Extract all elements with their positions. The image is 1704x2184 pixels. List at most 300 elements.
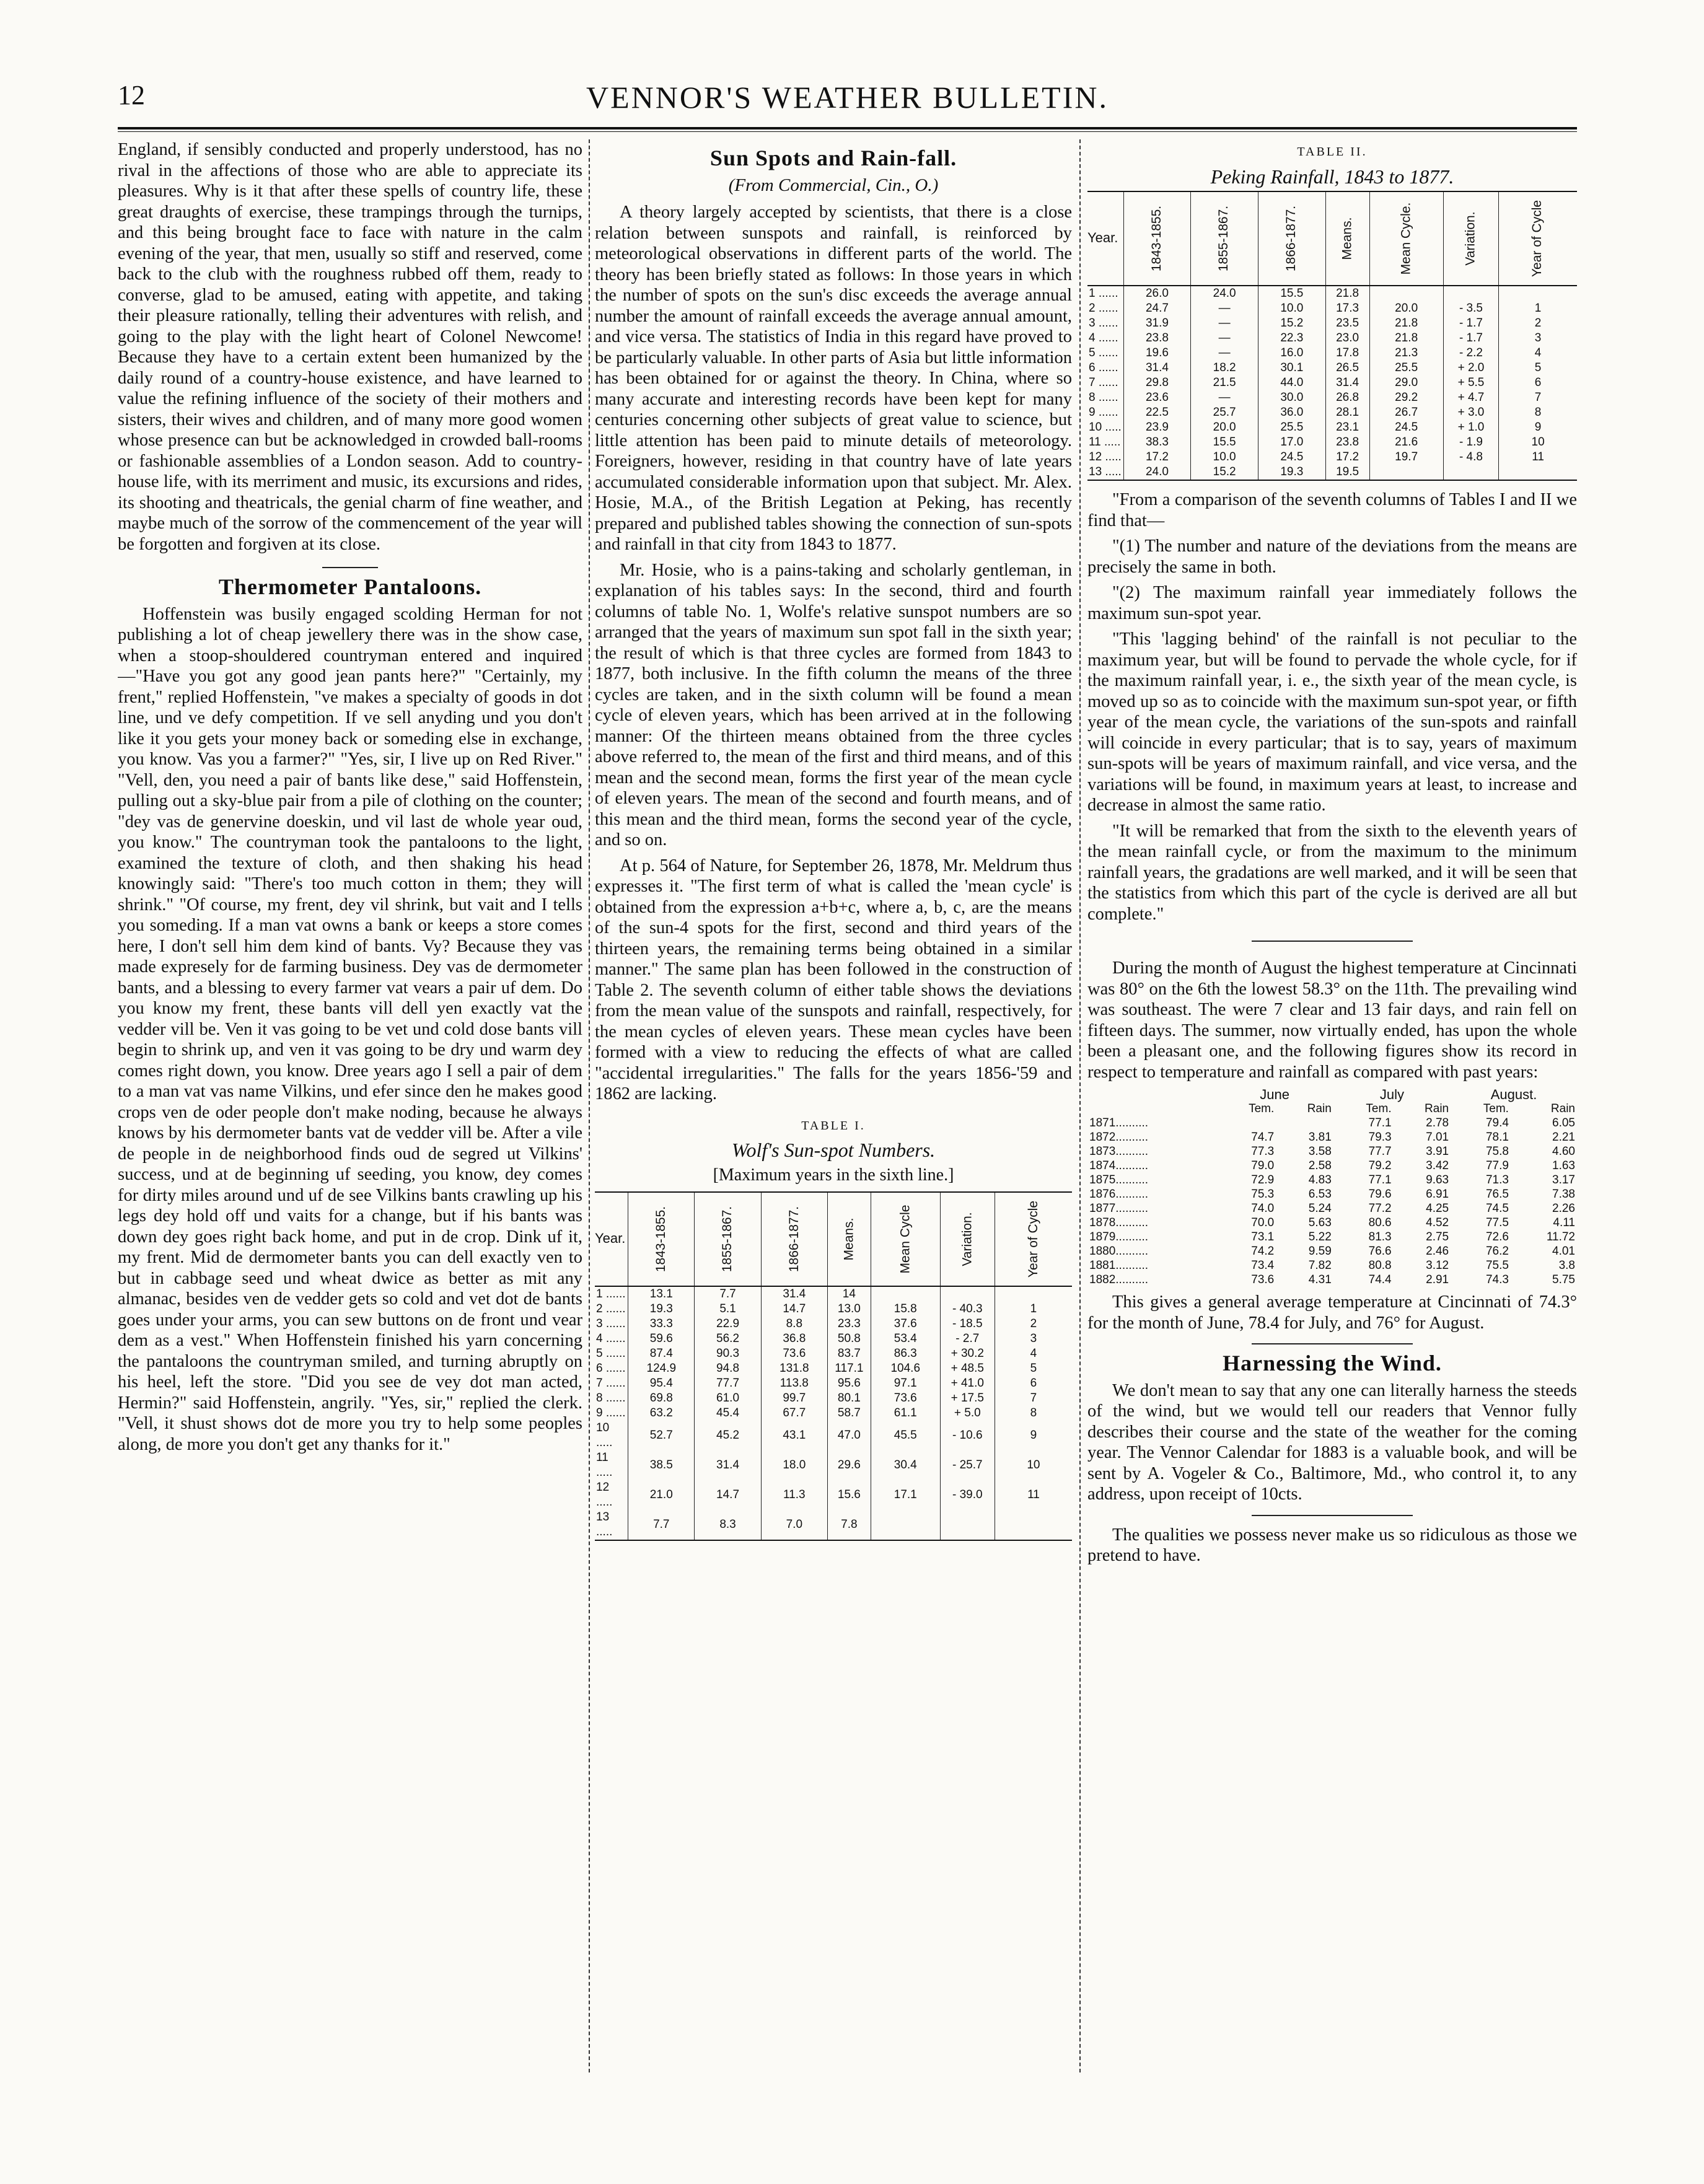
table-cell: 8 <box>1499 405 1577 420</box>
table-cell: 17.2 <box>1123 450 1191 465</box>
header-label: Variation. <box>960 1211 975 1266</box>
table-cell: 79.2 <box>1368 1159 1392 1172</box>
table-cell: - 3.5 <box>1443 301 1498 316</box>
table-row <box>1087 1130 1577 1144</box>
table-header-cell <box>1191 191 1258 286</box>
table-cell: 73.6 <box>761 1346 827 1361</box>
table-cell: 4.60 <box>1552 1145 1575 1158</box>
table-cell: 79.0 <box>1251 1159 1275 1172</box>
table-cell: 7.7 <box>695 1286 761 1302</box>
table-cell: 52.7 <box>628 1421 695 1450</box>
month-august: August. <box>1490 1087 1537 1102</box>
header-label: Variation. <box>1463 211 1478 266</box>
table-row <box>595 1510 1072 1540</box>
table-cell: 7.38 <box>1552 1188 1575 1201</box>
column-1 <box>118 139 582 2072</box>
table-cell: 10.0 <box>1258 301 1325 316</box>
paragraph-cincinnati: During the month of August the highest temperature at Cincinnati was 80° on the 6th the lowest 58.3° on the 11th. The prevailing wind was southeast. The were 7 clear and 13 fair days, and rain fell on fifteen days. The summer, now virtually ended, has upon the whole been a pleasant one, and the following figures show its record in respect to temperature and rainfall as compared with past years: <box>1087 958 1577 1082</box>
table-cell: 38.5 <box>628 1450 695 1480</box>
article-continuation: England, if sensibly conducted and properly understood, has no rival in the affections of those who are able to appreciate its pleasures. Why is it that after these spells of country life, these great draughts of exercise, these trampings through the turnips, and this being brought face to face with nature in the calm evening of the year, that men, usually so stiff and reserved, come back to the club with the roughness rubbed off them, ready to converse, glad to be amused, eating with appetite, and taking their pleasure rationally, telling their adventures with relish, and going to the play with the light heart of Colonel Newcome! Because they have to a certain extent been humanized by the daily round of a country-house existence, and have learned to value the refining influence of the society of their mothers and sisters, their wives and children, and of many more good women whose presence can but be acknowledged in crowded ball-rooms or fashionable assemblies of a London season. Add to country-house life, with its merriment and music, its excursions and rides, its shooting and theatricals, the genial charm of fine weather, and maybe much of the sorrow of the commencement of the year will be forgotten and forgiven at its close. <box>118 140 582 554</box>
table-row <box>1087 1187 1577 1201</box>
page-header <box>118 79 1577 123</box>
table-cell: 2 ...... <box>596 1302 626 1315</box>
table-cell: 26.5 <box>1325 361 1369 375</box>
table-cell: 26.8 <box>1325 390 1369 405</box>
table-cell: 1880.......... <box>1089 1245 1149 1258</box>
table-cell: 6 <box>1499 375 1577 390</box>
table-cell: 3.8 <box>1558 1259 1575 1272</box>
table-cell: 36.8 <box>761 1331 827 1346</box>
table-cell: 2.78 <box>1426 1116 1449 1129</box>
heading-harnessing-wind: Harnessing the Wind. <box>1223 1351 1442 1375</box>
table-cell: 6 ...... <box>596 1362 626 1375</box>
table-cell: 33.3 <box>628 1317 695 1331</box>
table-cell: 37.6 <box>871 1317 940 1331</box>
paragraph: "(2) The maximum rainfall year immediately follows the maximum sun-spot year. <box>1087 583 1577 623</box>
table-cell: 24.0 <box>1191 286 1258 301</box>
header-rule-thin <box>118 131 1577 132</box>
article-source: (From Commercial, Cin., O.) <box>728 175 939 195</box>
header-label: 1855-1867. <box>1216 205 1231 271</box>
paragraph: We don't mean to say that any one can literally harness the steeds of the wind, but we would tell our readers that Vennor fully describes their course and the state of the weather for the coming year. The Vennor Calendar for 1883 is a valuable book, and will be sent by A. Vogeler & Co., Baltimore, Md., who control it, to any address, upon receipt of 10cts. <box>1087 1380 1577 1504</box>
paragraph-quote: The qualities we possess never make us so ridiculous as those we pretend to have. <box>1087 1525 1577 1565</box>
table-cell: 5.63 <box>1308 1216 1332 1229</box>
table-cell: - 10.6 <box>940 1421 995 1450</box>
table-cell: 22.9 <box>695 1317 761 1331</box>
table-cell: 74.3 <box>1485 1273 1509 1286</box>
table-cell: 77.9 <box>1485 1159 1509 1172</box>
table-cell: 69.8 <box>628 1391 695 1406</box>
table-cell: 12 ..... <box>596 1481 613 1509</box>
table-cell: 70.0 <box>1251 1216 1275 1229</box>
table-cell: 1878.......... <box>1089 1216 1149 1229</box>
table-cell: 1874.......... <box>1089 1159 1149 1172</box>
table-cincinnati <box>1087 1087 1577 1287</box>
table-cell: 80.6 <box>1368 1216 1392 1229</box>
header-label: 1843-1855. <box>654 1206 669 1272</box>
table-cell: 1 ...... <box>1089 287 1118 300</box>
table-cell: 1871.......... <box>1089 1116 1149 1129</box>
header-label: Year of Cycle <box>1530 200 1545 277</box>
table-cell: — <box>1191 301 1258 316</box>
table-header-cell <box>1258 191 1325 286</box>
table-cell: — <box>1191 316 1258 331</box>
header-rule <box>118 127 1577 129</box>
table-cell: 10 <box>1499 435 1577 450</box>
table-1-sunspots <box>595 1191 1072 1541</box>
table-cell: 5.22 <box>1308 1230 1332 1243</box>
table-cell: - 1.7 <box>1443 331 1498 346</box>
article-pantaloons: Hoffenstein was busily engaged scolding Herman for not publishing a lot of cheap jewellery there was in the show case, when a stoop-shouldered countryman entered and inquired—"Have you got any good jean pants here?" "Certainly, my frent," replied Hoffenstein, "ve makes a specialty of goods in dot line, und ve defy competition. If ve sell anyding und you don't like it you gets your money back or someding else in exchange, you know. Vas you a farmer?" "Yes, sir, I live up on Red River." "Vell, den, you need a pair of bants like dese," said Hoffenstein, pulling out a sky-blue pair from a pile of clothing on the counter; "dey vas de genervine doeskin, und vil last de whole year oud, you know." The countryman took the pantaloons to the light, examined the texture of cloth, and then shaking his head knowingly said: "There's too much cotton in them; they will shrink." "Of course, my frent, dey vil shrink, but vait and I tells you someding. If a man vat owns a bank or keeps a store comes here, I don't sell him dem kind of bants. Vy? Because they vas made expresely for de farming business. Dey vas de dermometer bants, and a blessing to every farmer vat vears a pair uf dem. Do you know my frent, these bants vill dell yen exactly vat the vedder vill be. Ven it vas going to be vet und cold dose bants vill begin to shrink up, and ven it vas going to be dry und warm dey comes right down, you know. Dree years ago I sell a pair of dem to a man vat vas name Vilkins, und efer since den he makes good crops ven de oder people don't make noding, because he always knows by his dermometer bants vat de vedder vill be. After a vile de people in de neighborhood finds oud de segred ut Vilkins' success, und at de beginning uf seeding, you know, dey comes for dirty miles around und uf de see Vilkins bants crawling up his legs dey hold off und vaits for a change, but if his bants was down dey goes right back home, and put in de crop. Dink uf it, my frent. Mid de dermometer bants you can dell exactly ven to but in cabbage seed und wheat dwice as better as mit any almanac, besides ven de vedder gets so cold and vet dot de bants goes under your arms, you can sew buttons on de front und vear dem as a vest." When Hoffenstein finished his yarn concerning the pantaloons the countryman smiled, and turning abruptly on his heel, left the store. "Did you see de vey dot man acted, Hermin?" said Hoffenstein, angrily. "Yes, sir," replied the clerk. "Vell, it shust shows dot de more you try to help some peoples along, de more you don't get any thanks for it." <box>118 604 582 1454</box>
table-cell: 9.59 <box>1308 1245 1332 1258</box>
table-cell: 45.4 <box>695 1406 761 1421</box>
paragraph: "This 'lagging behind' of the rainfall is not peculiar to the maximum year, but will be found to pervade the whole cycle, for if the maximum rainfall year, i. e., the sixth year of the mean cycle, is moved up so as to coincide with the maximum sun-spot year, or fifth year of the mean cycle, the variations of the sun-spots and rainfall will coincide in every particular; that is to say, years of maximum sun-spots will be years of maximum rainfall, and vice versa, and the variations will be found, in maximum years at least, to increase and decrease in almost the same ratio. <box>1087 629 1577 815</box>
table-cell: - 2.7 <box>940 1331 995 1346</box>
table-cell: 73.4 <box>1251 1259 1275 1272</box>
table-cell: - 2.2 <box>1443 346 1498 361</box>
table-cell: 76.5 <box>1485 1188 1509 1201</box>
table-cell: 15.8 <box>871 1302 940 1317</box>
table-cell: 17.0 <box>1258 435 1325 450</box>
table-cell: 56.2 <box>695 1331 761 1346</box>
table-cell: 10 ..... <box>596 1421 613 1449</box>
table-row <box>1087 346 1577 361</box>
table-cell: 7.01 <box>1426 1131 1449 1144</box>
table-row <box>595 1406 1072 1421</box>
table-cell: 80.8 <box>1368 1259 1392 1272</box>
table-row <box>595 1376 1072 1391</box>
table-cell: 73.6 <box>1251 1273 1275 1286</box>
column-2 <box>595 139 1072 2072</box>
table-cell: 4.11 <box>1553 1216 1575 1229</box>
table-cell: 38.3 <box>1123 435 1191 450</box>
table-cell: 26.0 <box>1123 286 1191 301</box>
table-cell: 30.1 <box>1258 361 1325 375</box>
table-cell: 17.8 <box>1325 346 1369 361</box>
table-cell: 1875.......... <box>1089 1173 1149 1186</box>
table-cell: + 48.5 <box>940 1361 995 1376</box>
table-cell <box>1216 1116 1276 1130</box>
table-cell: + 5.5 <box>1443 375 1498 390</box>
table-cell: 50.8 <box>827 1331 871 1346</box>
table-cell: 21.8 <box>1369 316 1443 331</box>
table-cell: 3.17 <box>1552 1173 1575 1186</box>
table-cell: 1 <box>995 1302 1072 1317</box>
table-cell: 11 <box>1499 450 1577 465</box>
table-row <box>595 1361 1072 1376</box>
table-cell: 3 <box>995 1331 1072 1346</box>
table-cell: 67.7 <box>761 1406 827 1421</box>
table-cell: 74.2 <box>1251 1245 1275 1258</box>
table-cell: + 1.0 <box>1443 420 1498 435</box>
subheader-cell: Rain <box>1307 1102 1332 1115</box>
table-cell: 2 <box>995 1317 1072 1331</box>
table-cell: 11.3 <box>761 1480 827 1510</box>
table-cell: 29.8 <box>1123 375 1191 390</box>
table-row <box>1087 1258 1577 1273</box>
table-cell: 44.0 <box>1258 375 1325 390</box>
header-label: Year of Cycle <box>1025 1200 1040 1278</box>
column-divider-2 <box>1079 139 1081 2072</box>
table-cell: 6 ...... <box>1089 361 1118 374</box>
table-cell: - 4.8 <box>1443 450 1498 465</box>
table-cell: — <box>1191 346 1258 361</box>
header-label: Year. <box>595 1230 626 1246</box>
table-cell: 25.5 <box>1258 420 1325 435</box>
table-cell: 1.63 <box>1552 1159 1575 1172</box>
table-cell: 19.3 <box>628 1302 695 1317</box>
heading-thermometer-pantaloons: Thermometer Pantaloons. <box>218 574 482 599</box>
table-cell: 22.3 <box>1258 331 1325 346</box>
table-cell: 13 ..... <box>1087 465 1123 480</box>
table-cell: 17.1 <box>871 1480 940 1510</box>
table-cell: 2.91 <box>1426 1273 1449 1286</box>
table-cell: 4 <box>995 1346 1072 1361</box>
table-cell: 77.2 <box>1368 1202 1392 1215</box>
table-cell: 31.9 <box>1123 316 1191 331</box>
table-cell: 8 <box>995 1406 1072 1421</box>
table-header-cell <box>827 1192 871 1286</box>
table-cell: 31.4 <box>1123 361 1191 375</box>
table-cell: - 1.7 <box>1443 316 1498 331</box>
page-number: 12 <box>118 80 145 110</box>
table-cell: 15.2 <box>1258 316 1325 331</box>
table-cell: 74.5 <box>1485 1202 1509 1215</box>
table-cell: 21.8 <box>1369 331 1443 346</box>
table-cell: 59.6 <box>628 1331 695 1346</box>
table-cell: 2.26 <box>1552 1202 1575 1215</box>
month-june: June <box>1260 1087 1289 1102</box>
table-row <box>1087 405 1577 420</box>
table-cell: 4.83 <box>1308 1173 1332 1186</box>
table-cell: 1872.......... <box>1089 1131 1149 1144</box>
table-cell: 20.0 <box>1191 420 1258 435</box>
table-cell: 58.7 <box>827 1406 871 1421</box>
table-cell: 7.8 <box>827 1510 871 1540</box>
table-row <box>595 1346 1072 1361</box>
table-cell: 23.1 <box>1325 420 1369 435</box>
table-cell: 26.7 <box>1369 405 1443 420</box>
table-cell: 15.5 <box>1258 286 1325 301</box>
table-cell: 61.0 <box>695 1391 761 1406</box>
table-cell: - 40.3 <box>940 1302 995 1317</box>
table-cell: 77.7 <box>1368 1145 1392 1158</box>
paragraph: "From a comparison of the seventh columns of Tables I and II we find that— <box>1087 490 1577 530</box>
table-2-title: Peking Rainfall, 1843 to 1877. <box>1210 165 1454 188</box>
table-cell: 11.72 <box>1546 1230 1575 1243</box>
table-cell: 14.7 <box>695 1480 761 1510</box>
table-row <box>1087 1173 1577 1187</box>
table-header-cell <box>1369 191 1443 286</box>
table-cell <box>1443 465 1498 480</box>
table-cell: 5 <box>1499 361 1577 375</box>
table-cell: 3 <box>1499 331 1577 346</box>
table-cell: 131.8 <box>761 1361 827 1376</box>
table-cell: 17.2 <box>1325 450 1369 465</box>
table-cell: 23.8 <box>1325 435 1369 450</box>
table-row <box>1087 1116 1577 1130</box>
table-cell: 124.9 <box>628 1361 695 1376</box>
table-cell: + 5.0 <box>940 1406 995 1421</box>
paragraph: A theory largely accepted by scientists, that there is a close relation between sunspots and rainfall, is reinforced by meteorological observations in different parts of the world. The theory has been briefly stated as follows: In those years in which the number of spots on the sun's disc exceeds the average annual number the amount of rainfall exceeds the average annual amount, and vice versa. The statistics of India in this regard have proved to be particularly valuable. In other parts of Asia but little information has been obtained for or against the theory. In China, where so many accurate and interesting records have been kept for many centuries concerning other subjects of great value to science, but little attention has been paid to minute details of meteorology. Foreigners, however, residing in that country have of late years accumulated considerable information upon that subject. Mr. Alex. Hosie, M.A., of the British Legation at Peking, has recently prepared and published tables showing the connection of sun-spots and rainfall in that city from 1843 to 1877. <box>595 203 1072 554</box>
table-cell: 4 ...... <box>1089 331 1118 344</box>
table-cell: 15.2 <box>1191 465 1258 480</box>
table-cell: 1881.......... <box>1089 1259 1149 1272</box>
table-row <box>1087 286 1577 301</box>
table-cell: 30.0 <box>1258 390 1325 405</box>
table-cell: 23.8 <box>1123 331 1191 346</box>
table-cell: 75.5 <box>1485 1259 1509 1272</box>
table-cell: - 1.9 <box>1443 435 1498 450</box>
subheader-cell: Rain <box>1550 1102 1575 1115</box>
column-divider-1 <box>589 139 590 2072</box>
table-cell <box>995 1286 1072 1302</box>
table-cell: 31.4 <box>1325 375 1369 390</box>
table-cell: 9 ...... <box>1089 406 1118 419</box>
table-cell: 25.7 <box>1191 405 1258 420</box>
paragraph-average: This gives a general average temperature at Cincinnati of 74.3° for the month of June, 78.4 for July, and 76° for August. <box>1087 1292 1577 1333</box>
table-cell: 13 ..... <box>595 1510 628 1540</box>
section-rule <box>1252 1343 1413 1344</box>
header-label: Means. <box>841 1217 856 1260</box>
month-july: July <box>1379 1087 1404 1102</box>
subheader-cell: Rain <box>1425 1102 1449 1115</box>
table-row <box>1087 375 1577 390</box>
section-rule <box>1252 1515 1413 1516</box>
header-label: Mean Cycle <box>898 1204 913 1273</box>
table-cell: 19.7 <box>1369 450 1443 465</box>
table-2-caption: TABLE II. <box>1297 145 1368 159</box>
table-row <box>1087 331 1577 346</box>
column-3 <box>1087 139 1577 2072</box>
table-cell: 5 <box>995 1361 1072 1376</box>
table-cell: 14.7 <box>761 1302 827 1317</box>
table-header-cell <box>761 1192 827 1286</box>
table-header-cell <box>871 1192 940 1286</box>
table-cell: 19.5 <box>1325 465 1369 480</box>
table-2-rainfall <box>1087 191 1577 481</box>
header-label: 1843-1855. <box>1149 205 1164 271</box>
table-cell: 81.3 <box>1368 1230 1392 1243</box>
table-cell <box>940 1286 995 1302</box>
table-row <box>1087 1230 1577 1244</box>
table-cell: 18.2 <box>1191 361 1258 375</box>
table-cell: 20.0 <box>1369 301 1443 316</box>
table-row <box>1087 316 1577 331</box>
table-cell: 73.1 <box>1251 1230 1275 1243</box>
table-header-cell <box>1123 191 1191 286</box>
table-cell: 11 ..... <box>1089 436 1121 449</box>
table-row <box>1087 1273 1577 1287</box>
table-header-cell <box>995 1192 1072 1286</box>
subheader-cell: Tem. <box>1249 1102 1275 1115</box>
table-cell: 24.7 <box>1123 301 1191 316</box>
table-cell: 3 ...... <box>596 1317 626 1330</box>
table-cell: 2.58 <box>1308 1159 1332 1172</box>
table-cell: 3.42 <box>1426 1159 1449 1172</box>
table-row <box>1087 465 1577 480</box>
table-cell: 7 <box>995 1391 1072 1406</box>
table-cell: 7.7 <box>628 1510 695 1540</box>
table-cell: 74.4 <box>1368 1273 1392 1286</box>
table-cell: 21.5 <box>1191 375 1258 390</box>
table-cell: 45.5 <box>871 1421 940 1450</box>
table-cell: 10.0 <box>1191 450 1258 465</box>
table-cell: 21.0 <box>628 1480 695 1510</box>
table-cell: 9 ...... <box>596 1406 626 1419</box>
table-cell: 23.0 <box>1325 331 1369 346</box>
table-cell: 5 ...... <box>1089 346 1118 359</box>
table-cell <box>1499 286 1577 301</box>
table-header-cell <box>940 1192 995 1286</box>
table-cell: 77.1 <box>1368 1116 1392 1129</box>
table-cell: 2.75 <box>1426 1230 1449 1243</box>
table-cell: 79.4 <box>1485 1116 1509 1129</box>
table-cell: 11 <box>995 1480 1072 1510</box>
table-cell: 7.82 <box>1308 1259 1332 1272</box>
table-cell: 3.91 <box>1426 1145 1449 1158</box>
table-cell: 6.91 <box>1426 1188 1449 1201</box>
table-cell: + 2.0 <box>1443 361 1498 375</box>
table-cell: 73.6 <box>871 1391 940 1406</box>
table-cell: 4.52 <box>1426 1216 1449 1229</box>
table-cell: 72.6 <box>1485 1230 1509 1243</box>
table-cell: 75.8 <box>1485 1145 1509 1158</box>
table-cell: 1 ...... <box>596 1287 626 1300</box>
table-cell: 30.4 <box>871 1450 940 1480</box>
header-label: 1866-1877. <box>786 1206 801 1272</box>
table-cell <box>1499 465 1577 480</box>
table-cell: 4 <box>1499 346 1577 361</box>
table-cell: 117.1 <box>827 1361 871 1376</box>
table-cell: 21.3 <box>1369 346 1443 361</box>
table-cell: 21.6 <box>1369 435 1443 450</box>
table-cell: 94.8 <box>695 1361 761 1376</box>
table-cell: 75.3 <box>1251 1188 1275 1201</box>
table-cell: 104.6 <box>871 1361 940 1376</box>
table-cell: 1877.......... <box>1089 1202 1149 1215</box>
table-cell: + 17.5 <box>940 1391 995 1406</box>
table-cell: 7 <box>1499 390 1577 405</box>
table-cell: 31.4 <box>761 1286 827 1302</box>
table-cell: 4 ...... <box>596 1332 626 1345</box>
table-cell: 13.0 <box>827 1302 871 1317</box>
section-rule <box>322 567 378 568</box>
table-cell: 76.6 <box>1368 1245 1392 1258</box>
header-label: 1866-1877. <box>1284 205 1299 271</box>
table-cell: 28.1 <box>1325 405 1369 420</box>
table-cell: 12 ..... <box>1089 450 1122 463</box>
table-cell: 47.0 <box>827 1421 871 1450</box>
table-cell: 78.1 <box>1485 1131 1509 1144</box>
table-cell: 71.3 <box>1485 1173 1509 1186</box>
table-cell: 79.6 <box>1368 1188 1392 1201</box>
table-cell: 19.3 <box>1258 465 1325 480</box>
table-cell: 3 ...... <box>1089 317 1118 330</box>
table-cell: 99.7 <box>761 1391 827 1406</box>
table-row <box>1087 1144 1577 1159</box>
table-cell: 3.81 <box>1308 1131 1332 1144</box>
table-cell: 24.5 <box>1369 420 1443 435</box>
table-cell: 24.5 <box>1258 450 1325 465</box>
table-cell: 6.05 <box>1552 1116 1575 1129</box>
table-cell: 1882.......... <box>1089 1273 1149 1286</box>
table-cell: 10 <box>995 1450 1072 1480</box>
table-row <box>595 1450 1072 1480</box>
table-cell: 6 <box>995 1376 1072 1391</box>
paragraph: At p. 564 of Nature, for September 26, 1878, Mr. Meldrum thus expresses it. "The first term of what is called the 'mean cycle' is obtained from the expression a+b+c, where a, b, c, are the means of the sun-4 spots for the first, second and third years of the thirteen years, the remaining terms being obtained in a similar manner." The same plan has been followed in the construction of Table 2. The seventh column of either table shows the deviations from the mean value of the sunspots and rainfall, respectively, for the mean cycles of eleven years. These mean cycles have been formed with a view to reducing the effects of what are called "accidental irregularities." The falls for the years 1856-'59 and 1862 are lacking. <box>595 856 1072 1103</box>
table-cell: 8 ...... <box>596 1392 626 1405</box>
table-cell: 3.12 <box>1426 1259 1449 1272</box>
table-row <box>595 1480 1072 1510</box>
table-cell: 6.53 <box>1308 1188 1332 1201</box>
table-cell: 8 ...... <box>1089 391 1118 404</box>
table-cell <box>940 1510 995 1540</box>
table-row <box>1087 435 1577 450</box>
table-cell <box>1369 286 1443 301</box>
table-cell: 29.0 <box>1369 375 1443 390</box>
table-cell: 77.5 <box>1485 1216 1509 1229</box>
table-cell: 87.4 <box>628 1346 695 1361</box>
table-cell: 113.8 <box>761 1376 827 1391</box>
table-cell: 5.24 <box>1308 1202 1332 1215</box>
table-cell: 31.4 <box>695 1450 761 1480</box>
table-cell: 7 ...... <box>596 1377 626 1390</box>
table-header-cell <box>1443 191 1498 286</box>
table-cell: 23.5 <box>1325 316 1369 331</box>
table-cell: 8.8 <box>761 1317 827 1331</box>
table-row <box>1087 301 1577 316</box>
